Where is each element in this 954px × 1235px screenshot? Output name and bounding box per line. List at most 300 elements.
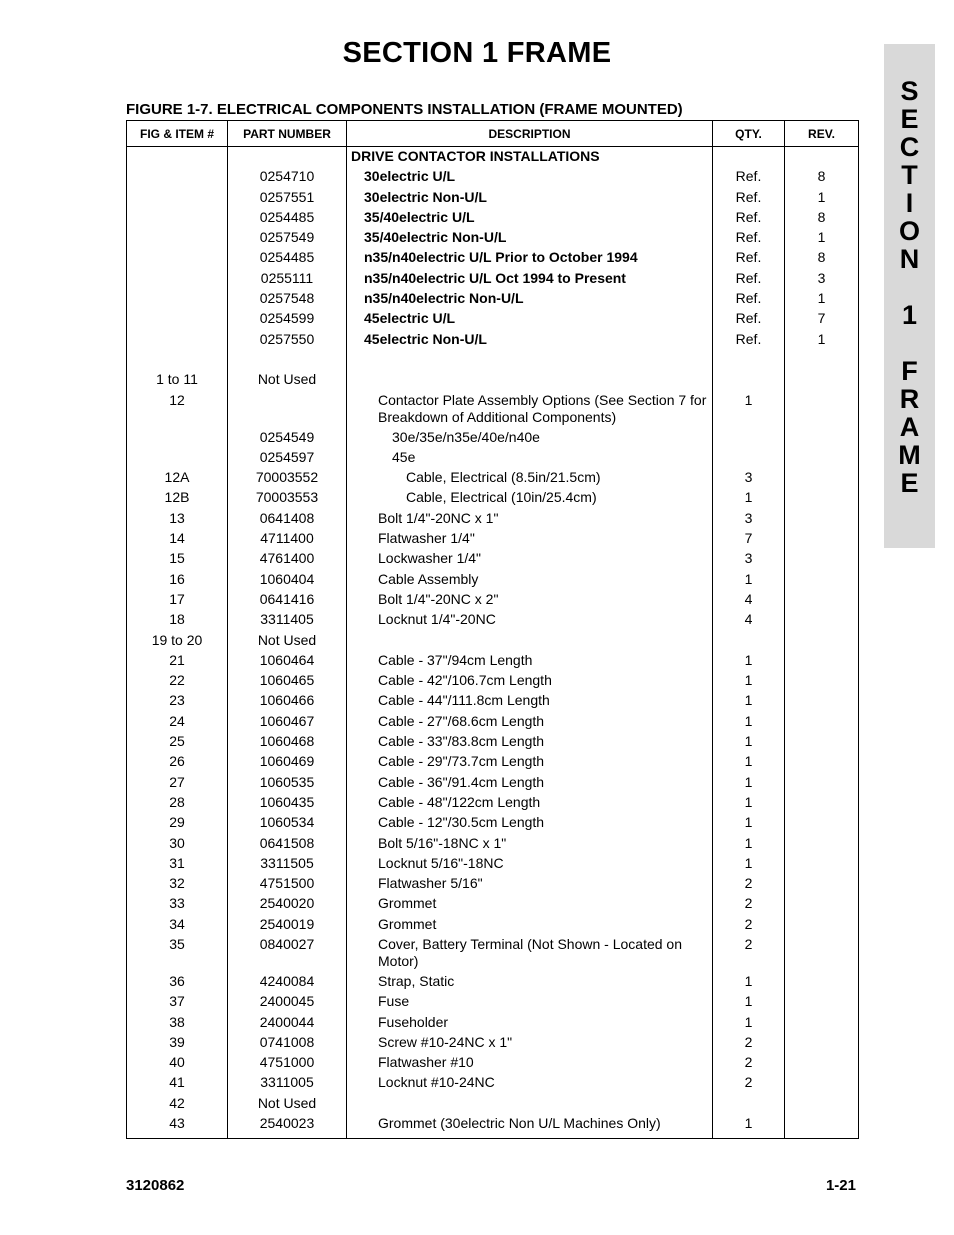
cell-fig-item: 19 to 20 (127, 632, 228, 652)
table-row (127, 672, 859, 692)
description-text: Fuseholder (378, 1013, 449, 1030)
table-row (127, 469, 859, 489)
description-text: Bolt 1/4"-20NC x 2" (378, 590, 499, 607)
description-text: Cable - 27"/68.6cm Length (378, 712, 545, 729)
cell-qty (713, 351, 785, 371)
cell-part-number: Not Used (228, 1095, 347, 1115)
table-row (127, 794, 859, 814)
cell-fig-item (127, 270, 228, 290)
cell-part-number: 2540023 (228, 1115, 347, 1139)
cell-rev (785, 713, 859, 733)
cell-description (347, 229, 713, 249)
table-row (127, 1034, 859, 1054)
cell-rev: 1 (785, 189, 859, 209)
cell-rev (785, 794, 859, 814)
cell-description (347, 290, 713, 310)
cell-qty: Ref. (713, 310, 785, 330)
cell-qty: 1 (713, 692, 785, 712)
description-text: Grommet (30electric Non U/L Machines Only) (378, 1115, 661, 1132)
cell-part-number: 0257548 (228, 290, 347, 310)
header-rev: REV. (785, 121, 859, 147)
cell-rev (785, 814, 859, 834)
description-text: Cable - 29"/73.7cm Length (378, 753, 545, 770)
cell-description (347, 189, 713, 209)
cell-description (347, 351, 713, 371)
side-tab-letter: E (900, 104, 919, 134)
cell-part-number (228, 351, 347, 371)
cell-qty: 1 (713, 993, 785, 1013)
cell-qty: Ref. (713, 229, 785, 249)
table-row (127, 168, 859, 188)
cell-description (347, 530, 713, 550)
table-row (127, 550, 859, 570)
cell-rev (785, 672, 859, 692)
table-row (127, 713, 859, 733)
cell-qty: 2 (713, 936, 785, 973)
cell-part-number: 4761400 (228, 550, 347, 570)
cell-fig-item: 37 (127, 993, 228, 1013)
side-tab-letter: E (900, 468, 919, 498)
cell-part-number: 0254485 (228, 209, 347, 229)
description-text: Locknut 1/4"-20NC (378, 611, 496, 628)
cell-rev: 1 (785, 331, 859, 351)
cell-rev (785, 993, 859, 1013)
cell-description (347, 209, 713, 229)
cell-qty: 3 (713, 550, 785, 570)
cell-description (347, 1074, 713, 1094)
section-title: SECTION 1 FRAME (342, 37, 612, 69)
cell-fig-item: 35 (127, 936, 228, 973)
cell-rev (785, 530, 859, 550)
cell-qty (713, 1095, 785, 1115)
cell-rev: 1 (785, 229, 859, 249)
cell-qty: 1 (713, 672, 785, 692)
cell-qty: 7 (713, 530, 785, 550)
cell-description (347, 168, 713, 188)
cell-rev: 3 (785, 270, 859, 290)
cell-fig-item (127, 429, 228, 449)
description-text: 30electric U/L (364, 168, 456, 185)
cell-rev (785, 392, 859, 429)
side-tab-letter: I (905, 188, 914, 218)
table-row (127, 973, 859, 993)
cell-fig-item: 24 (127, 713, 228, 733)
cell-description (347, 1095, 713, 1115)
cell-rev (785, 489, 859, 509)
cell-rev (785, 1115, 859, 1139)
cell-fig-item: 36 (127, 973, 228, 993)
section-side-tab (884, 44, 935, 548)
cell-fig-item: 15 (127, 550, 228, 570)
cell-rev (785, 591, 859, 611)
cell-qty: 1 (713, 855, 785, 875)
side-tab-letter: 1 (901, 300, 918, 330)
cell-part-number: 1060534 (228, 814, 347, 834)
table-row (127, 1074, 859, 1094)
page-number: 1-21 (825, 1177, 856, 1194)
cell-fig-item (127, 310, 228, 330)
cell-part-number: 70003552 (228, 469, 347, 489)
cell-rev (785, 351, 859, 371)
cell-fig-item: 38 (127, 1014, 228, 1034)
cell-description (347, 973, 713, 993)
cell-rev (785, 632, 859, 652)
table-row (127, 652, 859, 672)
cell-description (347, 835, 713, 855)
cell-qty: 1 (713, 753, 785, 773)
cell-qty: 1 (713, 973, 785, 993)
cell-rev (785, 753, 859, 773)
cell-qty: 2 (713, 916, 785, 936)
side-tab-letter: R (899, 384, 920, 414)
cell-rev: 8 (785, 168, 859, 188)
cell-qty: 1 (713, 652, 785, 672)
cell-qty: Ref. (713, 290, 785, 310)
cell-part-number: 4751000 (228, 1054, 347, 1074)
side-tab-letter: S (900, 76, 919, 106)
description-text: n35/n40electric U/L Prior to October 1994 (364, 249, 638, 266)
cell-description (347, 449, 713, 469)
cell-part-number: 1060468 (228, 733, 347, 753)
description-text: Bolt 1/4"-20NC x 1" (378, 509, 499, 526)
cell-qty (713, 429, 785, 449)
cell-qty: 4 (713, 591, 785, 611)
cell-rev (785, 835, 859, 855)
cell-fig-item: 33 (127, 895, 228, 915)
description-text: Cable - 48"/122cm Length (378, 793, 541, 810)
cell-fig-item: 40 (127, 1054, 228, 1074)
cell-part-number: 0741008 (228, 1034, 347, 1054)
cell-description (347, 147, 713, 169)
table-row (127, 331, 859, 351)
cell-qty: Ref. (713, 209, 785, 229)
cell-fig-item (127, 449, 228, 469)
table-row (127, 895, 859, 915)
table-row (127, 147, 859, 169)
table-row (127, 993, 859, 1013)
cell-fig-item: 43 (127, 1115, 228, 1139)
table-row (127, 392, 859, 429)
header-part-number: PART NUMBER (228, 121, 347, 147)
cell-fig-item (127, 229, 228, 249)
table-row (127, 310, 859, 330)
table-row (127, 510, 859, 530)
cell-qty: Ref. (713, 168, 785, 188)
cell-rev (785, 571, 859, 591)
side-tab-letter: T (901, 160, 918, 190)
cell-rev (785, 611, 859, 631)
cell-description (347, 249, 713, 269)
cell-fig-item: 12A (127, 469, 228, 489)
cell-fig-item (127, 331, 228, 351)
cell-description (347, 1115, 713, 1139)
cell-description (347, 993, 713, 1013)
table-row (127, 591, 859, 611)
cell-fig-item: 1 to 11 (127, 371, 228, 391)
cell-rev (785, 1014, 859, 1034)
table-row (127, 229, 859, 249)
cell-rev (785, 774, 859, 794)
cell-qty (713, 371, 785, 391)
cell-qty: Ref. (713, 249, 785, 269)
cell-fig-item: 28 (127, 794, 228, 814)
description-text: 45electric Non-U/L (364, 330, 487, 347)
cell-fig-item (127, 168, 228, 188)
table-row (127, 189, 859, 209)
table-row (127, 1014, 859, 1034)
cell-part-number (228, 147, 347, 169)
cell-qty: 3 (713, 510, 785, 530)
cell-fig-item: 29 (127, 814, 228, 834)
cell-rev (785, 371, 859, 391)
cell-part-number: 3311405 (228, 611, 347, 631)
description-text: Cable - 33"/83.8cm Length (378, 733, 545, 750)
description-text: Lockwasher 1/4" (378, 550, 482, 567)
cell-qty: 1 (713, 489, 785, 509)
table-row (127, 270, 859, 290)
cell-part-number: 1060535 (228, 774, 347, 794)
description-text: 35/40electric U/L (364, 208, 475, 225)
cell-part-number: 1060467 (228, 713, 347, 733)
description-text: Fuse (378, 993, 410, 1010)
cell-rev: 7 (785, 310, 859, 330)
cell-qty: 1 (713, 814, 785, 834)
table-row (127, 489, 859, 509)
table-row (127, 692, 859, 712)
description-line: Motor) (378, 952, 419, 969)
cell-fig-item: 42 (127, 1095, 228, 1115)
cell-part-number: 0257549 (228, 229, 347, 249)
cell-fig-item (127, 351, 228, 371)
cell-part-number (228, 392, 347, 429)
cell-rev (785, 1034, 859, 1054)
cell-part-number: 1060465 (228, 672, 347, 692)
table-row (127, 814, 859, 834)
cell-fig-item: 13 (127, 510, 228, 530)
cell-fig-item: 26 (127, 753, 228, 773)
cell-qty: 1 (713, 392, 785, 429)
cell-qty: 1 (713, 774, 785, 794)
table-row (127, 571, 859, 591)
cell-part-number: 1060404 (228, 571, 347, 591)
table-row (127, 429, 859, 449)
description-text: n35/n40electric Non-U/L (364, 290, 524, 307)
cell-qty (713, 449, 785, 469)
cell-part-number: 4751500 (228, 875, 347, 895)
cell-qty: 1 (713, 571, 785, 591)
cell-rev (785, 550, 859, 570)
cell-part-number: 0255111 (228, 270, 347, 290)
cell-description (347, 331, 713, 351)
cell-qty: 2 (713, 1054, 785, 1074)
cell-part-number: 0641508 (228, 835, 347, 855)
cell-description (347, 611, 713, 631)
cell-rev (785, 652, 859, 672)
description-text: Cable - 36"/91.4cm Length (378, 773, 545, 790)
cell-rev: 8 (785, 209, 859, 229)
cell-description (347, 916, 713, 936)
cell-qty: 1 (713, 794, 785, 814)
cell-description (347, 1014, 713, 1034)
table-row (127, 209, 859, 229)
side-tab-letters (884, 77, 935, 497)
cell-description (347, 489, 713, 509)
description-text: Flatwasher 5/16" (378, 875, 483, 892)
description-text: Cable - 44"/111.8cm Length (378, 692, 550, 709)
table-row (127, 530, 859, 550)
cell-fig-item: 25 (127, 733, 228, 753)
cell-qty: 1 (713, 733, 785, 753)
header-description: DESCRIPTION (347, 121, 713, 147)
cell-part-number: 0254710 (228, 168, 347, 188)
cell-description (347, 310, 713, 330)
cell-rev (785, 936, 859, 973)
cell-part-number: 0641416 (228, 591, 347, 611)
cell-part-number: 70003553 (228, 489, 347, 509)
parts-table-body (127, 147, 859, 1139)
cell-part-number: 4240084 (228, 973, 347, 993)
table-row (127, 371, 859, 391)
description-text: Grommet (378, 915, 437, 932)
cell-description (347, 713, 713, 733)
table-row (127, 351, 859, 371)
cell-description (347, 692, 713, 712)
description-text: 45electric U/L (364, 310, 456, 327)
cell-description (347, 429, 713, 449)
cell-qty: 1 (713, 1014, 785, 1034)
cell-description (347, 936, 713, 973)
cell-qty: Ref. (713, 270, 785, 290)
cell-part-number: 1060469 (228, 753, 347, 773)
header-qty: QTY. (713, 121, 785, 147)
cell-rev (785, 1095, 859, 1115)
description-text: Screw #10-24NC x 1" (378, 1033, 513, 1050)
cell-part-number: 3311005 (228, 1074, 347, 1094)
description-text: Grommet (378, 895, 437, 912)
table-row (127, 916, 859, 936)
cell-rev (785, 1054, 859, 1074)
cell-description (347, 672, 713, 692)
table-row (127, 632, 859, 652)
cell-part-number: 0257551 (228, 189, 347, 209)
cell-fig-item: 34 (127, 916, 228, 936)
table-row (127, 835, 859, 855)
table-row (127, 855, 859, 875)
header-fig-item: FIG & ITEM # (127, 121, 228, 147)
cell-description (347, 875, 713, 895)
cell-rev (785, 855, 859, 875)
table-row (127, 449, 859, 469)
cell-description (347, 753, 713, 773)
side-tab-letter: M (898, 440, 921, 470)
cell-description (347, 469, 713, 489)
description-text: Cable Assembly (378, 570, 479, 587)
table-row (127, 290, 859, 310)
cell-part-number: 2400044 (228, 1014, 347, 1034)
cell-fig-item: 14 (127, 530, 228, 550)
cell-description (347, 270, 713, 290)
cell-rev (785, 692, 859, 712)
description-line: Breakdown of Additional Components) (378, 408, 617, 425)
cell-fig-item: 31 (127, 855, 228, 875)
description-text: Cable - 42"/106.7cm Length (378, 672, 552, 689)
side-tab-letter: O (898, 216, 920, 246)
cell-qty: 4 (713, 611, 785, 631)
cell-description (347, 371, 713, 391)
description-text: Locknut 5/16"-18NC (378, 854, 504, 871)
cell-part-number: 0254485 (228, 249, 347, 269)
cell-fig-item: 18 (127, 611, 228, 631)
cell-rev: 8 (785, 249, 859, 269)
description-text: Locknut #10-24NC (378, 1074, 495, 1091)
cell-fig-item: 41 (127, 1074, 228, 1094)
cell-qty: 2 (713, 1034, 785, 1054)
cell-qty (713, 632, 785, 652)
cell-rev (785, 1074, 859, 1094)
cell-part-number: 0254549 (228, 429, 347, 449)
cell-description (347, 1034, 713, 1054)
table-row (127, 753, 859, 773)
cell-qty: 3 (713, 469, 785, 489)
cell-fig-item: 21 (127, 652, 228, 672)
cell-part-number: Not Used (228, 632, 347, 652)
side-tab-letter: C (899, 132, 920, 162)
cell-rev (785, 895, 859, 915)
cell-description (347, 814, 713, 834)
cell-description (347, 733, 713, 753)
cell-qty: 2 (713, 875, 785, 895)
cell-description (347, 510, 713, 530)
cell-rev (785, 733, 859, 753)
cell-qty: 2 (713, 895, 785, 915)
description-text: 45e (392, 448, 416, 465)
table-row (127, 1095, 859, 1115)
cell-qty (713, 147, 785, 169)
side-tab-letter: N (899, 244, 920, 274)
cell-rev (785, 449, 859, 469)
cell-fig-item: 12B (127, 489, 228, 509)
description-text: n35/n40electric U/L Oct 1994 to Present (364, 269, 626, 286)
cell-fig-item (127, 147, 228, 169)
cell-part-number: 2400045 (228, 993, 347, 1013)
description-text: Bolt 5/16"-18NC x 1" (378, 834, 507, 851)
description-line: Cover, Battery Terminal (Not Shown - Located on (378, 935, 683, 952)
cell-description (347, 895, 713, 915)
cell-description (347, 652, 713, 672)
cell-qty: 1 (713, 1115, 785, 1139)
description-text: 35/40electric Non-U/L (364, 229, 507, 246)
cell-part-number: 1060466 (228, 692, 347, 712)
description-text: DRIVE CONTACTOR INSTALLATIONS (351, 148, 600, 164)
table-row (127, 774, 859, 794)
cell-qty: Ref. (713, 331, 785, 351)
cell-rev: 1 (785, 290, 859, 310)
cell-rev (785, 510, 859, 530)
description-text: Cable, Electrical (10in/25.4cm) (406, 489, 597, 506)
cell-fig-item: 16 (127, 571, 228, 591)
table-row (127, 249, 859, 269)
cell-description (347, 632, 713, 652)
description-text: Cable, Electrical (8.5in/21.5cm) (406, 469, 601, 486)
description-text: Flatwasher #10 (378, 1054, 474, 1071)
cell-part-number: 4711400 (228, 530, 347, 550)
cell-rev (785, 429, 859, 449)
description-text: Flatwasher 1/4" (378, 530, 475, 547)
cell-qty: Ref. (713, 189, 785, 209)
table-row (127, 936, 859, 973)
cell-fig-item (127, 209, 228, 229)
cell-rev (785, 469, 859, 489)
